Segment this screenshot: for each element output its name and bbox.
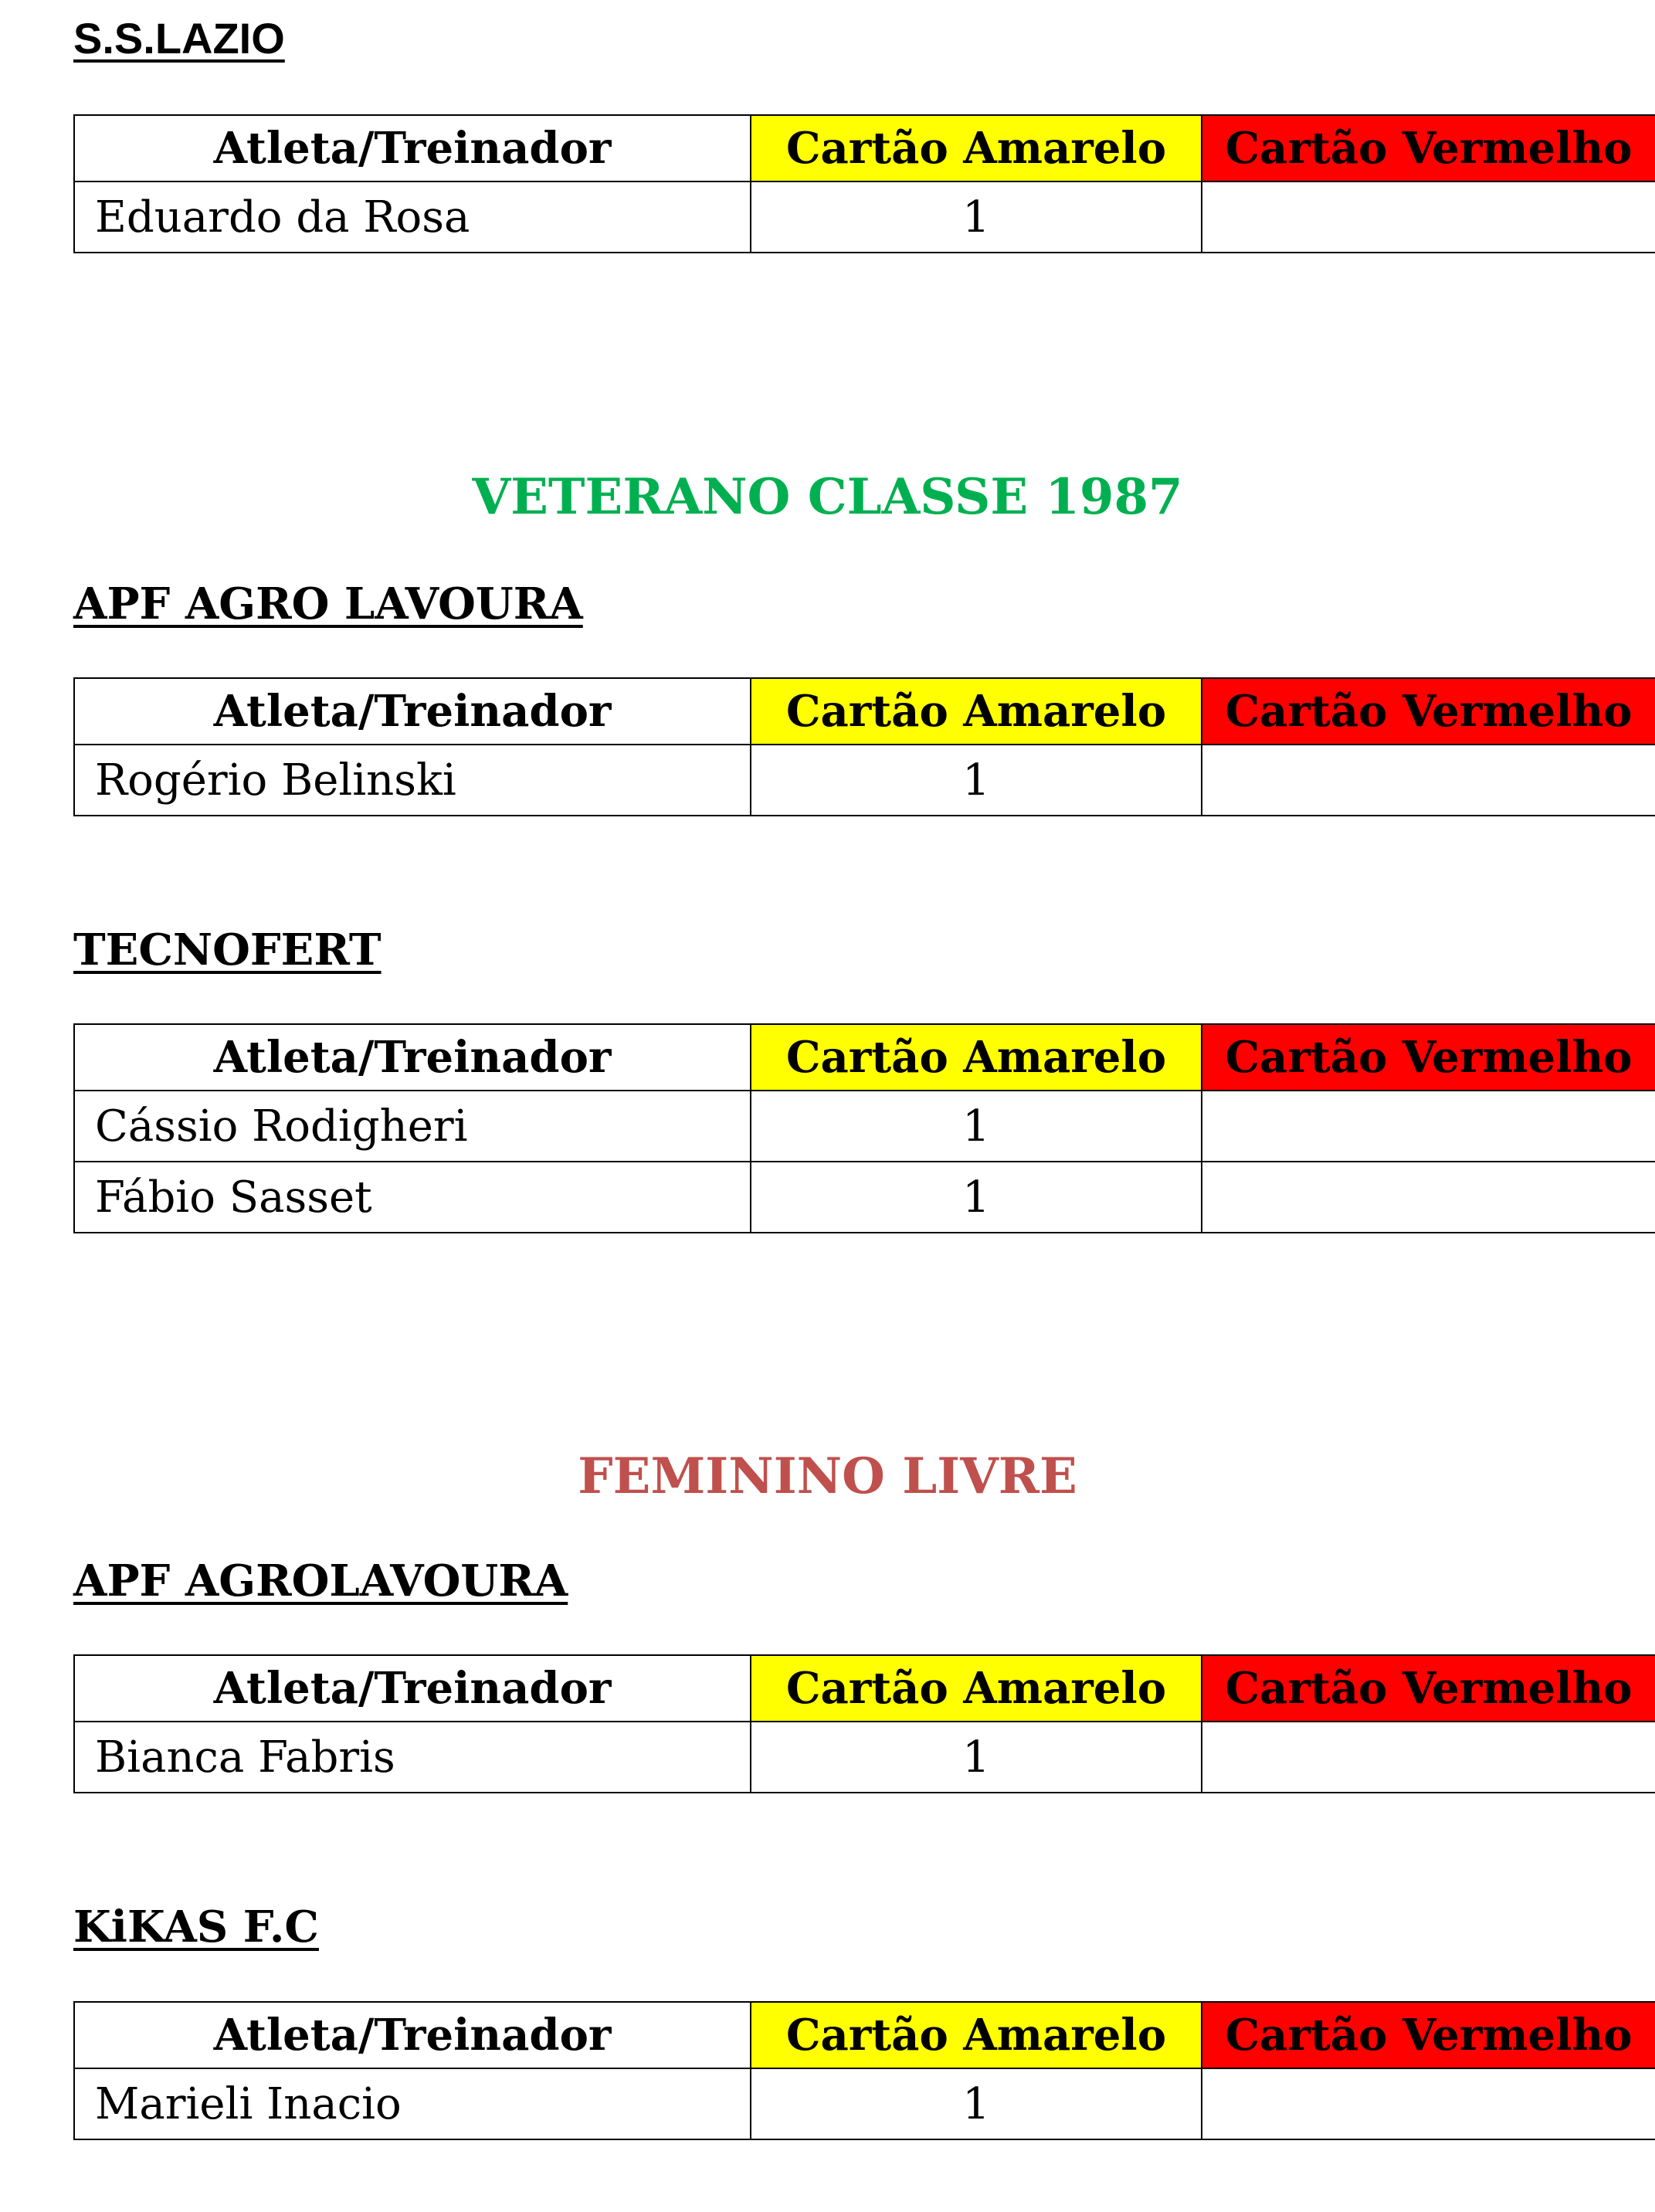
athlete-column-header: Atleta/Treinador: [74, 115, 751, 182]
athlete-name-cell: Eduardo da Rosa: [74, 182, 751, 253]
cards-table-apf-agro-lavoura: [73, 677, 1655, 816]
red-card-count-cell: [1202, 1091, 1655, 1162]
cards-table-kikas: [73, 2001, 1655, 2140]
yellow-card-count-cell: 1: [751, 1722, 1202, 1793]
table-row: [74, 1162, 1655, 1233]
category-title-veterano: VETERANO CLASSE 1987: [472, 468, 1183, 526]
yellow-card-count-cell: 1: [751, 1162, 1202, 1233]
red-card-count-cell: [1202, 2068, 1655, 2139]
table-header-row: [74, 1655, 1655, 1722]
red-card-count-cell: [1202, 745, 1655, 816]
table-header-row: [74, 115, 1655, 182]
cards-table-tecnofert: [73, 1023, 1655, 1233]
red-card-count-cell: [1202, 182, 1655, 253]
yellow-card-column-header: Cartão Amarelo: [751, 1655, 1202, 1722]
red-card-count-cell: [1202, 1162, 1655, 1233]
team-title-kikas: KiKAS F.C: [73, 1902, 319, 1952]
yellow-card-count-cell: 1: [751, 182, 1202, 253]
athlete-name-cell: Marieli Inacio: [74, 2068, 751, 2139]
red-card-column-header: Cartão Vermelho: [1202, 2002, 1655, 2068]
yellow-card-count-cell: 1: [751, 2068, 1202, 2139]
table-row: [74, 1091, 1655, 1162]
team-title-lazio: S.S.LAZIO: [73, 14, 285, 63]
athlete-column-header: Atleta/Treinador: [74, 2002, 751, 2068]
athlete-column-header: Atleta/Treinador: [74, 1655, 751, 1722]
category-title-feminino: FEMININO LIVRE: [578, 1447, 1077, 1505]
yellow-card-count-cell: 1: [751, 745, 1202, 816]
yellow-card-column-header: Cartão Amarelo: [751, 115, 1202, 182]
yellow-card-count-cell: 1: [751, 1091, 1202, 1162]
athlete-name-cell: Fábio Sasset: [74, 1162, 751, 1233]
red-card-count-cell: [1202, 1722, 1655, 1793]
yellow-card-column-header: Cartão Amarelo: [751, 678, 1202, 745]
yellow-card-column-header: Cartão Amarelo: [751, 2002, 1202, 2068]
yellow-card-column-header: Cartão Amarelo: [751, 1024, 1202, 1091]
red-card-column-header: Cartão Vermelho: [1202, 115, 1655, 182]
table-row: [74, 2068, 1655, 2139]
table-row: [74, 182, 1655, 253]
red-card-column-header: Cartão Vermelho: [1202, 678, 1655, 745]
athlete-column-header: Atleta/Treinador: [74, 1024, 751, 1091]
table-row: [74, 1722, 1655, 1793]
team-title-apf-agro-lavoura: APF AGRO LAVOURA: [73, 578, 583, 629]
table-header-row: [74, 2002, 1655, 2068]
table-header-row: [74, 678, 1655, 745]
red-card-column-header: Cartão Vermelho: [1202, 1655, 1655, 1722]
athlete-name-cell: Bianca Fabris: [74, 1722, 751, 1793]
team-title-apf-agrolavoura: APF AGROLAVOURA: [73, 1556, 568, 1606]
athlete-name-cell: Cássio Rodigheri: [74, 1091, 751, 1162]
table-row: [74, 745, 1655, 816]
table-header-row: [74, 1024, 1655, 1091]
cards-table-apf-agrolavoura: [73, 1654, 1655, 1793]
athlete-column-header: Atleta/Treinador: [74, 678, 751, 745]
cards-table-lazio: [73, 114, 1655, 253]
athlete-name-cell: Rogério Belinski: [74, 745, 751, 816]
team-title-tecnofert: TECNOFERT: [73, 924, 382, 975]
red-card-column-header: Cartão Vermelho: [1202, 1024, 1655, 1091]
